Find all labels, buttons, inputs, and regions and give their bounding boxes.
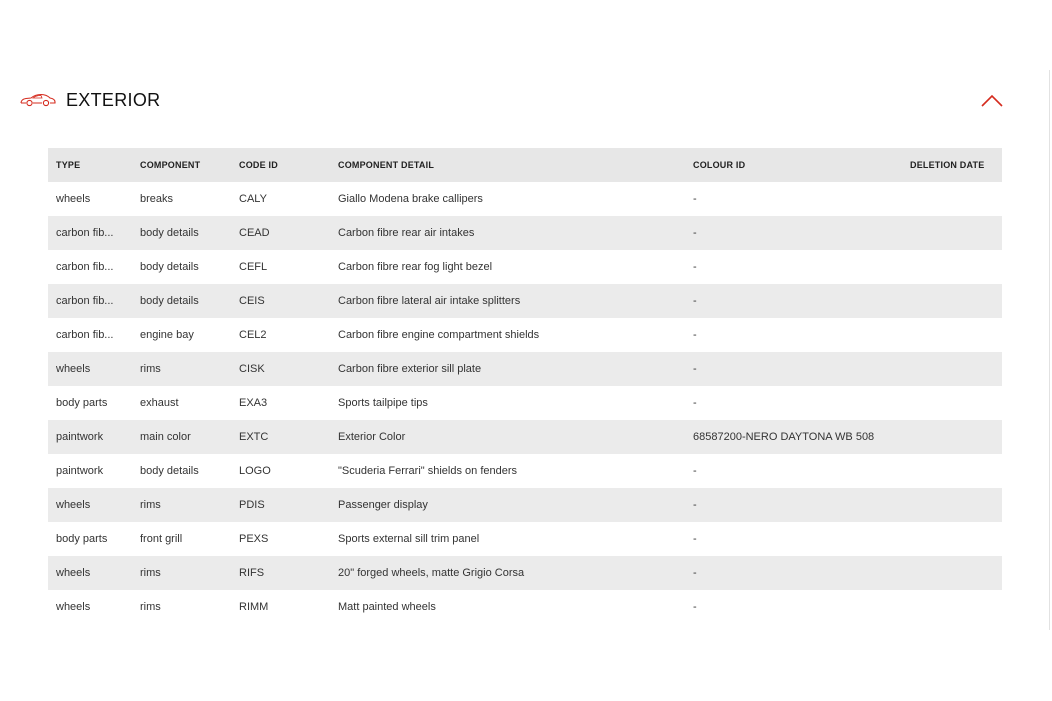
table-row [48,216,1002,250]
exterior-components-table [48,148,1002,624]
cell-type: paintwork [48,420,132,454]
section-title: EXTERIOR [66,89,161,110]
cell-component: breaks [140,193,174,205]
table-row [48,488,1002,522]
cell-component: body details [140,465,199,477]
cell-component-detail: Exterior Color [330,420,685,454]
cell-type: wheels [56,193,91,205]
cell-code-id: PDIS [231,488,330,522]
table-row [48,386,1002,420]
cell-component-detail: 20" forged wheels, matte Grigio Corsa [330,556,685,590]
cell-component-detail: Carbon fibre rear fog light bezel [338,261,493,273]
cell-type: carbon fib... [48,216,132,250]
cell-component-detail: "Scuderia Ferrari" shields on fenders [338,465,518,477]
cell-component-detail: Passenger display [330,488,685,522]
car-icon [20,93,56,107]
table-row [48,590,1002,624]
cell-code-id: CEL2 [239,329,267,341]
table-row [48,420,1002,454]
cell-code-id: EXA3 [239,397,268,409]
cell-component-detail: Sports tailpipe tips [338,397,428,409]
cell-colour-id: - [685,284,902,318]
cell-component-detail: Carbon fibre engine compartment shields [338,329,540,341]
table-row [48,182,1002,216]
cell-type: body parts [56,533,108,545]
cell-type: wheels [48,556,132,590]
cell-colour-id: 68587200-NERO DAYTONA WB 508 [685,420,902,454]
cell-component-detail: Carbon fibre exterior sill plate [330,352,685,386]
cell-component: body details [132,216,231,250]
cell-deletion-date [902,420,1002,454]
cell-component: rims [140,601,161,613]
table-row [48,284,1002,318]
cell-code-id: LOGO [239,465,271,477]
cell-component: front grill [140,533,183,545]
cell-colour-id: - [685,352,902,386]
cell-deletion-date [902,488,1002,522]
cell-deletion-date [902,318,1002,352]
table-row [48,454,1002,488]
cell-component-detail: Carbon fibre lateral air intake splitters [330,284,685,318]
column-header-component[interactable]: COMPONENT [132,148,231,182]
cell-type: wheels [48,488,132,522]
cell-code-id: CEAD [231,216,330,250]
chevron-up-icon[interactable] [980,88,1004,112]
cell-code-id: CEIS [231,284,330,318]
cell-code-id: EXTC [231,420,330,454]
table-row [48,352,1002,386]
column-header-colour-id[interactable]: COLOUR ID [685,148,902,182]
scroll-divider [1049,70,1050,630]
cell-deletion-date [902,454,1002,488]
cell-colour-id: - [693,261,697,273]
cell-deletion-date [902,386,1002,420]
table-row [48,318,1002,352]
cell-component: exhaust [140,397,179,409]
cell-colour-id: - [693,193,697,205]
cell-component-detail: Giallo Modena brake callipers [338,193,483,205]
table-row [48,250,1002,284]
column-header-component-detail[interactable]: COMPONENT DETAIL [330,148,685,182]
cell-component-detail: Carbon fibre rear air intakes [330,216,685,250]
cell-deletion-date [902,250,1002,284]
cell-deletion-date [902,590,1002,624]
cell-component-detail: Matt painted wheels [338,601,436,613]
cell-component: engine bay [140,329,194,341]
cell-component: body details [132,284,231,318]
cell-type: carbon fib... [48,284,132,318]
cell-type: paintwork [56,465,104,477]
cell-component: rims [132,488,231,522]
cell-component: body details [140,261,199,273]
cell-deletion-date [902,522,1002,556]
cell-type: wheels [56,601,91,613]
cell-deletion-date [902,352,1002,386]
column-header-deletion-date[interactable]: DELETION DATE [902,148,1002,182]
cell-code-id: RIMM [239,601,269,613]
table-row [48,556,1002,590]
column-header-code-id[interactable]: CODE ID [231,148,330,182]
table-header-row [48,148,1002,182]
cell-component-detail: Sports external sill trim panel [338,533,480,545]
cell-code-id: CISK [231,352,330,386]
cell-code-id: CALY [239,193,267,205]
cell-deletion-date [902,556,1002,590]
cell-code-id: PEXS [239,533,269,545]
cell-colour-id: - [693,397,697,409]
cell-deletion-date [902,284,1002,318]
cell-deletion-date [902,216,1002,250]
cell-colour-id: - [685,488,902,522]
cell-colour-id: - [693,329,697,341]
cell-type: wheels [48,352,132,386]
cell-colour-id: - [685,556,902,590]
cell-colour-id: - [685,216,902,250]
table-row [48,522,1002,556]
cell-colour-id: - [693,601,697,613]
cell-type: carbon fib... [56,261,114,273]
cell-type: body parts [56,397,108,409]
exterior-table-container [48,148,1002,624]
cell-colour-id: - [693,533,697,545]
cell-component: main color [132,420,231,454]
cell-code-id: CEFL [239,261,268,273]
cell-deletion-date [902,182,1002,216]
cell-component: rims [132,352,231,386]
exterior-section-header[interactable] [20,84,1010,116]
column-header-type[interactable]: TYPE [48,148,132,182]
cell-type: carbon fib... [56,329,114,341]
cell-colour-id: - [693,465,697,477]
cell-code-id: RIFS [231,556,330,590]
cell-component: rims [132,556,231,590]
